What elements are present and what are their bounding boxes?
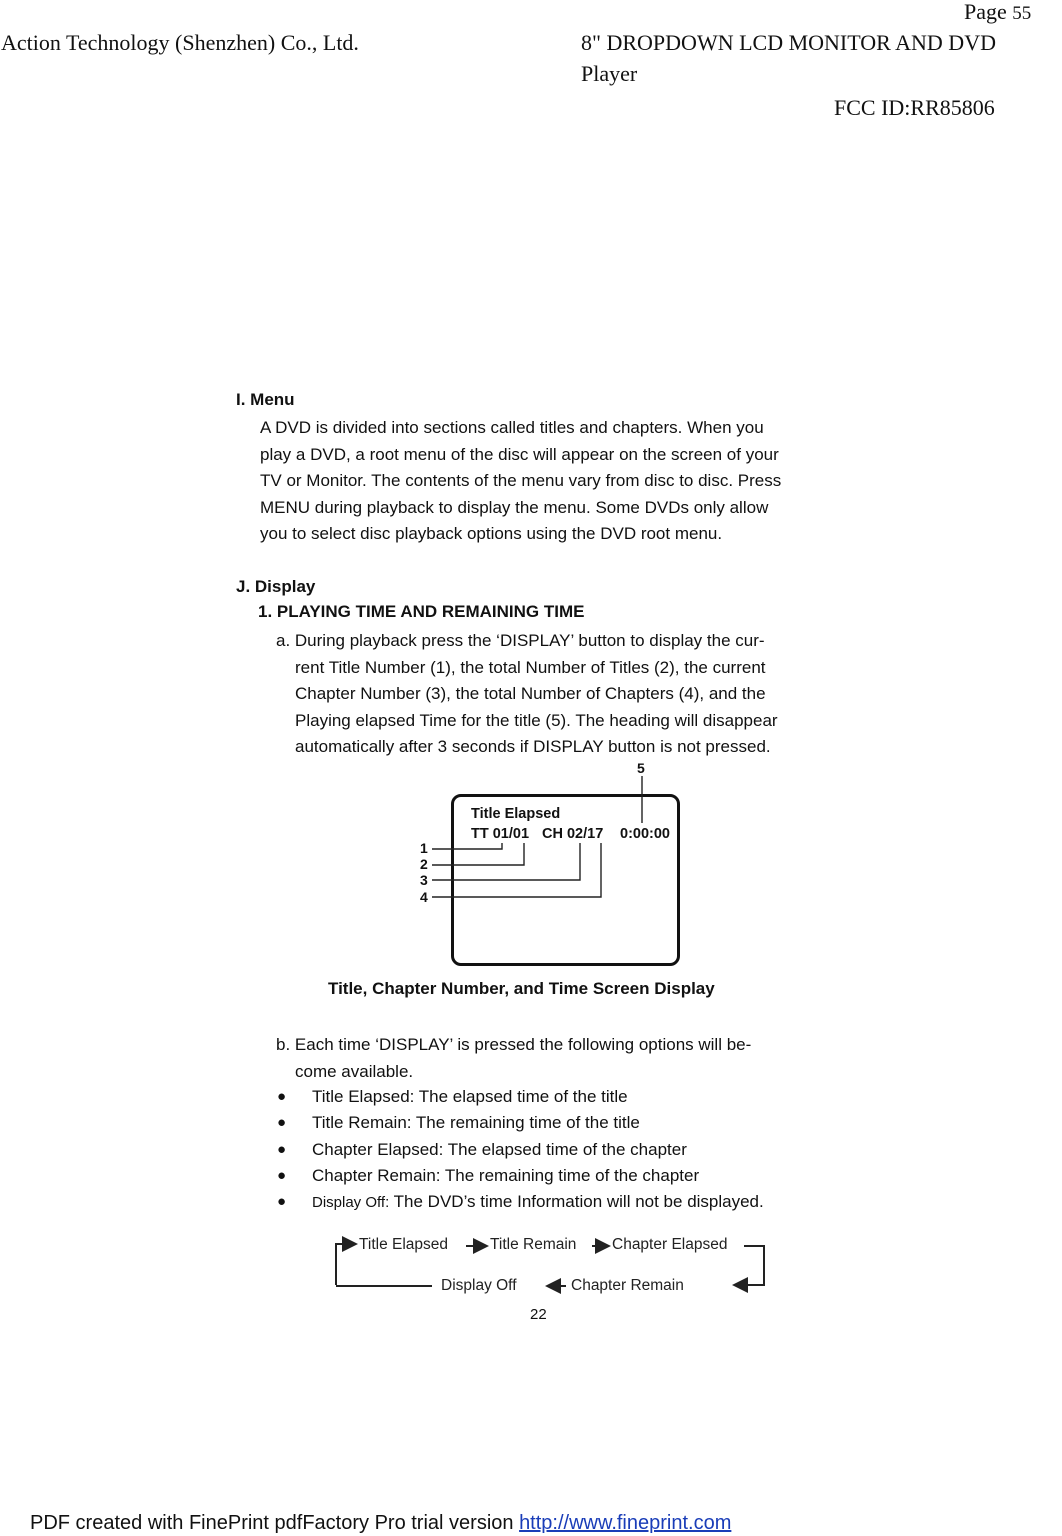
option-text: Title Remain: The remaining time of the title (312, 1113, 640, 1132)
bullet-icon: ● (277, 1141, 287, 1158)
text-line: b. Each time ‘DISPLAY’ is pressed the following options will be- (276, 1035, 752, 1054)
arrow-to-title-elapsed (336, 1244, 356, 1285)
option-prefix: Display Off: (312, 1194, 390, 1211)
flow-title-remain: Title Remain (490, 1236, 577, 1253)
text-line: come available. (295, 1061, 414, 1081)
osd-title-elapsed: Title Elapsed (471, 806, 561, 822)
option-text: Chapter Elapsed: The elapsed time of the chapter (312, 1140, 687, 1159)
bullet-icon: ● (277, 1088, 287, 1105)
bullet-icon: ● (277, 1167, 287, 1184)
text-line: rent Title Number (1), the total Number of Titles (2), the current (295, 657, 766, 677)
option-text: Title Elapsed: The elapsed time of the title (312, 1087, 628, 1106)
text-line: Playing elapsed Time for the title (5). The heading will disappear (295, 710, 778, 730)
callout-5: 5 (637, 760, 645, 776)
text-line: play a DVD, a root menu of the disc will appear on the screen of your (260, 444, 779, 464)
text-line: automatically after 3 seconds if DISPLAY button is not pressed. (295, 737, 771, 756)
flow-display-off: Display Off (441, 1277, 517, 1294)
callout-4: 4 (420, 889, 428, 905)
text-line: Chapter Number (3), the total Number of Chapters (4), and the (295, 684, 766, 703)
flow-title-elapsed: Title Elapsed (359, 1236, 449, 1253)
callout-2: 2 (420, 856, 428, 872)
arrow-to-chapter-remain (734, 1246, 764, 1285)
product-title-line1: 8" DROPDOWN LCD MONITOR AND DVD (581, 30, 996, 55)
section-i-heading: I. Menu (236, 390, 295, 409)
option-text: Chapter Remain: The remaining time of the chapter (312, 1166, 700, 1185)
flow-chapter-remain: Chapter Remain (571, 1277, 684, 1294)
diagram-caption: Title, Chapter Number, and Time Screen Display (328, 979, 715, 998)
fcc-id: FCC ID:RR85806 (834, 95, 995, 120)
section-j-heading: J. Display (236, 577, 316, 596)
osd-chapter-number: CH 02/17 (542, 826, 604, 842)
text-line: MENU during playback to display the menu. Some DVDs only allow (260, 497, 769, 517)
page-label: Page (964, 0, 1007, 24)
section-j-subheading: 1. PLAYING TIME AND REMAINING TIME (258, 602, 585, 621)
product-title-line2: Player (581, 61, 638, 86)
bullet-icon: ● (277, 1193, 287, 1210)
manual-page-number: 22 (530, 1306, 547, 1323)
company-name: Action Technology (Shenzhen) Co., Ltd. (1, 30, 359, 55)
callout-3: 3 (420, 872, 428, 888)
callout-1: 1 (420, 840, 428, 856)
text-line: you to select disc playback options using the DVD root menu. (260, 524, 723, 543)
fineprint-link[interactable]: http://www.fineprint.com (519, 1512, 732, 1534)
bullet-icon: ● (277, 1114, 287, 1131)
pdf-footer (30, 1512, 731, 1535)
option-rest: The DVD’s time Information will not be displayed. (389, 1192, 764, 1211)
page-number-value: 55 (1012, 3, 1032, 24)
text-line: A DVD is divided into sections called titles and chapters. When you (260, 418, 764, 437)
text-line: a. During playback press the ‘DISPLAY’ button to display the cur- (276, 631, 765, 650)
osd-elapsed-time: 0:00:00 (620, 826, 670, 842)
osd-title-number: TT 01/01 (471, 826, 530, 842)
footer-text: PDF created with FinePrint pdfFactory Pro trial version (30, 1512, 520, 1534)
text-line: TV or Monitor. The contents of the menu vary from disc to disc. Press (260, 471, 782, 490)
flow-chapter-elapsed: Chapter Elapsed (612, 1236, 728, 1253)
